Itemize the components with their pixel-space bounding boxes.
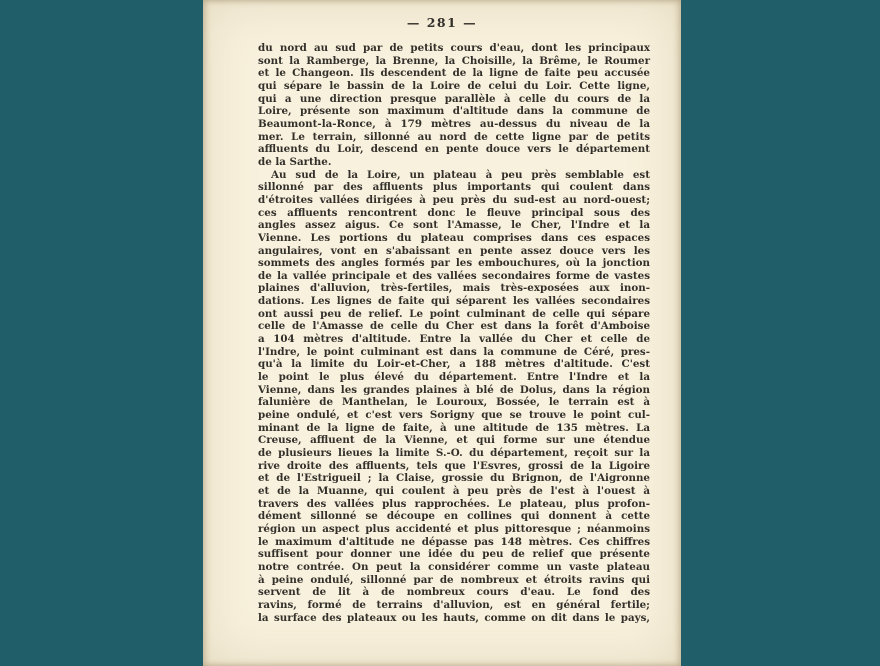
text-line: angles assez aigus. Ce sont l'Amasse, le Cher, l'Indre et la [258,219,650,232]
text-line: Beaumont-la-Ronce, à 179 mètres au-dessus du niveau de la [258,117,650,130]
text-line: rive droite des affluents, tels que l'Esvres, grossi de la Ligoire [258,459,650,472]
text-line: sont la Ramberge, la Brenne, la Choisille, la Brême, le Roumer [258,54,650,67]
text-line: celle de l'Amasse de celle du Cher est dans la forêt d'Amboise [258,320,650,333]
text-line: Au sud de la Loire, un plateau à peu près semblable est [271,168,650,181]
text-line: le maximum d'altitude ne dépasse pas 148 mètres. Ces chiffres [258,535,650,548]
text-line: de plusieurs lieues la limite S.-O. du département, reçoit sur la [258,447,650,459]
text-line: dément sillonné se découpe en collines qui donnent à cette [258,510,650,523]
text-line: la surface des plateaux ou les hauts, comme on dit dans le pays, [258,611,650,624]
paragraph [258,42,650,169]
text-line: sillonné par des affluents plus importants qui coulent dans [258,181,650,194]
text-line: Vienne, dans les grandes plaines à blé de Dolus, dans la région [258,383,650,396]
text-line: de la Sarthe. [258,155,332,168]
scanned-page [203,0,681,666]
text-line: et de l'Estrigueil ; la Claise, grossie du Brignon, de l'Aigronne [258,472,650,485]
text-line: plaines d'alluvion, très-fertiles, mais très-exposées aux inon- [258,282,650,295]
text-line: de la vallée principale et des vallées secondaires forme de vastes [258,269,650,282]
text-line: suffisent pour donner une idée du peu de relief que présente [258,548,650,561]
text-line: ont aussi peu de relief. Le point culminant de celle qui sépare [258,307,650,320]
text-line: et le Changeon. Ils descendent de la ligne de faite peu accusée [258,67,650,80]
text-line: Creuse, affluent de la Vienne, et qui forme sur une étendue [258,434,650,447]
text-line: affluents du Loir, descend en pente douce vers le département [258,143,650,156]
page-text [258,42,650,624]
text-line: servent de lit à de nombreux cours d'eau. Le fond des [258,586,650,599]
text-line: travers des vallées plus rapprochées. Le plateau, plus profon- [258,497,650,510]
text-line: qui sépare le bassin de la Loire de celui du Loir. Cette ligne, [258,79,650,92]
text-line: minant de la ligne de faite, à une altitude de 135 mètres. La [258,421,650,434]
text-line: ravins, formé de terrains d'alluvion, est en général fertile; [258,598,650,611]
text-line: peine ondulé, et c'est vers Sorigny que se trouve le point cul- [258,409,650,422]
text-line: notre contrée. On peut la considérer comme un vaste plateau [258,560,650,573]
text-line: ces affluents rencontrent donc le fleuve principal sous des [258,206,650,219]
text-line: le point le plus élevé du département. Entre l'Indre et la [258,371,650,384]
text-line: angulaires, vont en s'abaissant en pente assez douce vers les [258,244,650,257]
text-line: mer. Le terrain, sillonné au nord de cette ligne par de petits [258,130,650,143]
page-number: — 281 — [406,15,478,30]
text-line: qui a une direction presque parallèle à celle du cours de la [258,92,650,105]
text-line: a 104 mètres d'altitude. Entre la vallée du Cher et celle de [258,333,650,346]
text-line: d'étroites vallées dirigées à peu près du sud-est au nord-ouest; [258,193,650,206]
text-line: l'Indre, le point culminant est dans la commune de Céré, pres- [258,345,650,358]
text-line: à peine ondulé, sillonné par de nombreux et étroits ravins qui [258,573,650,586]
text-line: du nord au sud par de petits cours d'eau, dont les principaux [258,42,650,54]
text-line: Loire, présente son maximum d'altitude dans la commune de [258,105,650,118]
paragraph [258,169,650,625]
text-line: Vienne. Les portions du plateau comprises dans ces espaces [258,231,650,244]
text-line: et de la Muanne, qui coulent à peu près de l'est à l'ouest à [258,484,650,497]
text-line: sommets des angles formés par les embouchures, où la jonction [258,257,650,270]
text-line: dations. Les lignes de faite qui séparent les vallées secondaires [258,295,650,308]
text-line: qu'à la limite du Loir-et-Cher, a 188 mètres d'altitude. C'est [258,358,650,371]
text-line: région un aspect plus accidenté et plus pittoresque ; néanmoins [258,522,650,535]
text-line: falunière de Manthelan, le Louroux, Bossée, le terrain est à [258,396,650,409]
